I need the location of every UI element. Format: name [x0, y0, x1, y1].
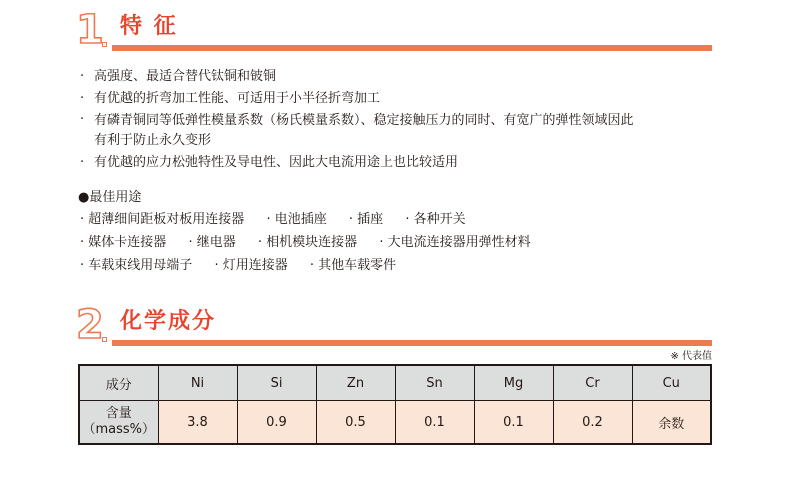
feature-text: 有优越的折弯加工性能、可适用于小半径折弯加工	[94, 91, 381, 106]
table-header-cell: Sn	[395, 365, 474, 401]
feature-item	[80, 88, 634, 110]
usage-item: 灯用连接器	[222, 258, 288, 273]
table-cell: 3.8	[158, 401, 237, 445]
usage-item: 车载束线用母端子	[88, 258, 193, 273]
feature-item	[80, 152, 634, 174]
usage-item: 大电流连接器用弹性材料	[387, 235, 531, 250]
table-header-cell: Ni	[158, 365, 237, 401]
bullet: ·	[80, 212, 85, 227]
section-title: 特 征	[120, 14, 178, 39]
table-header-cell: Si	[237, 365, 316, 401]
composition-table	[78, 364, 712, 445]
bullet: ·	[266, 212, 271, 227]
section-number-dot	[102, 42, 107, 47]
usage-item: 电池插座	[274, 212, 327, 227]
usage-item: 其他车载零件	[318, 258, 397, 273]
feature-item	[80, 66, 634, 88]
table-header-cell: Cu	[632, 365, 711, 401]
usage-line	[80, 234, 549, 252]
usage-item: 各种开关	[413, 212, 466, 227]
section-rule	[112, 45, 712, 51]
feature-item	[80, 110, 634, 152]
row-label: 含量	[105, 406, 132, 421]
feature-text: 有优越的应力松弛特性及导电性、因此大电流用途上也比较适用	[94, 155, 459, 170]
bullet: ·	[214, 258, 219, 273]
usage-item: 超薄细间距板对板用连接器	[88, 212, 245, 227]
bullet: ·	[309, 258, 315, 273]
bullet: ·	[80, 91, 85, 106]
usage-item: 相机模块连接器	[266, 235, 358, 250]
representative-value-note: ※ 代表值	[670, 351, 712, 362]
table-header-cell: Mg	[474, 365, 553, 401]
usage-item: 继电器	[196, 235, 236, 250]
bullet: ·	[257, 235, 263, 250]
section-2-header	[76, 303, 712, 347]
table-cell: 余数	[632, 401, 711, 445]
bullet: ·	[188, 235, 193, 250]
table-header-cell: 成分	[79, 365, 158, 401]
bullet: ·	[80, 69, 85, 84]
features-list	[80, 66, 634, 174]
bullet: ·	[80, 235, 85, 250]
usage-item: 插座	[357, 212, 384, 227]
usage-item: 媒体卡连接器	[88, 235, 167, 250]
table-header-row	[79, 365, 711, 401]
table-cell: 0.2	[553, 401, 632, 445]
table-row	[79, 401, 711, 445]
table-header-cell: Cr	[553, 365, 632, 401]
table-cell: 0.1	[474, 401, 553, 445]
row-label-unit: （mass%）	[82, 422, 156, 437]
feature-text-continued: 有利于防止永久变形	[94, 133, 212, 148]
bullet: ·	[379, 235, 384, 250]
section-number: 1	[76, 7, 102, 53]
bullet: ·	[80, 258, 85, 273]
section-title: 化学成分	[120, 309, 217, 334]
usage-heading: ●最佳用途	[78, 190, 142, 205]
table-cell: 0.9	[237, 401, 316, 445]
feature-text: 有磷青铜同等低弹性模量系数（杨氏模量系数）、稳定接触压力的同时、有宽广的弹性领域因此	[94, 113, 634, 128]
usage-line	[80, 257, 414, 275]
bullet: ·	[405, 212, 410, 227]
feature-text: 高强度、最适合替代钛铜和铍铜	[94, 69, 277, 84]
bullet: ·	[348, 212, 354, 227]
section-number-dot	[102, 337, 107, 342]
usage-line	[80, 211, 484, 229]
bullet: ·	[80, 112, 85, 127]
section-number: 2	[76, 302, 102, 348]
table-cell: 0.5	[316, 401, 395, 445]
bullet: ·	[80, 155, 85, 170]
table-cell: 0.1	[395, 401, 474, 445]
table-header-cell: Zn	[316, 365, 395, 401]
section-rule	[112, 340, 712, 346]
row-label-cell	[79, 401, 158, 445]
section-1-header	[76, 8, 712, 52]
